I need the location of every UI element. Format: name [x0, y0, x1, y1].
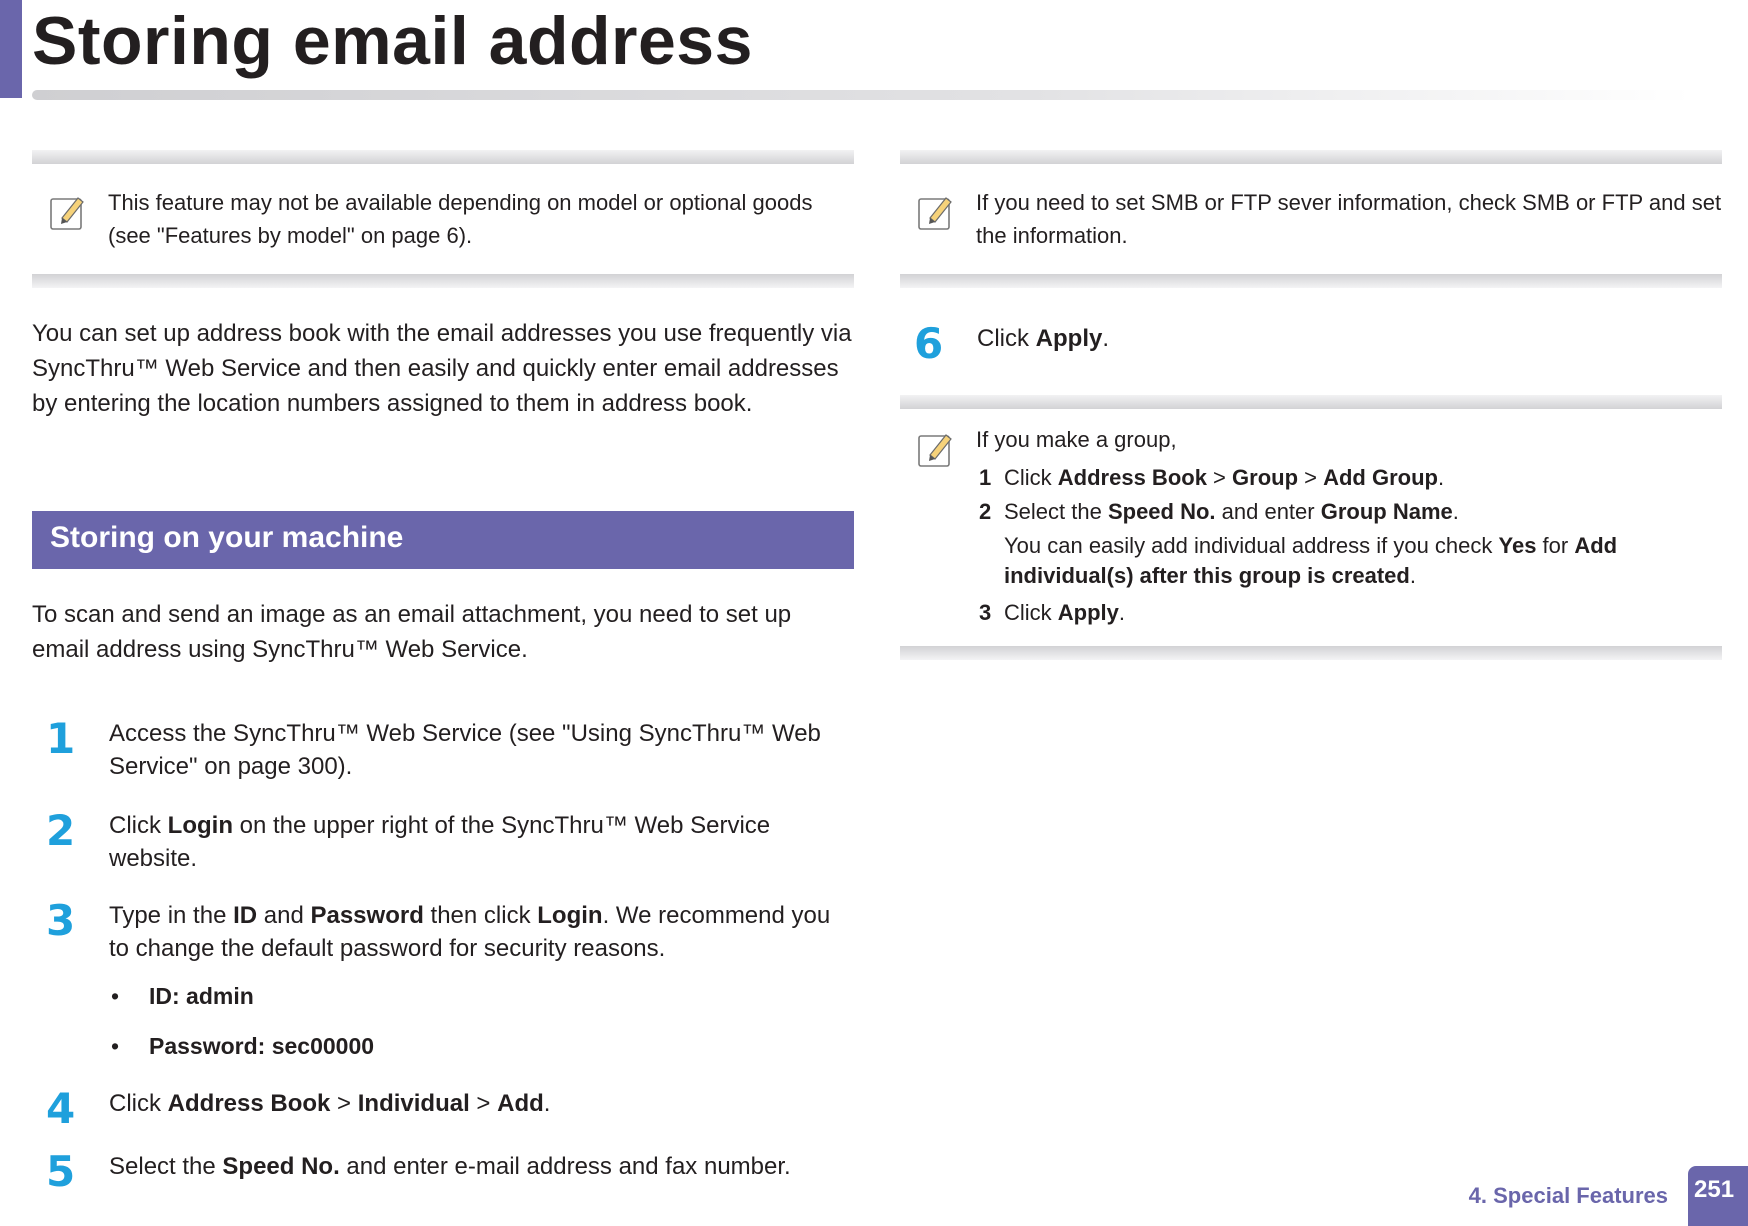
- pencil-note-icon: [916, 192, 956, 232]
- note-text: This feature may not be available depending on model or optional goods (see "Features by model" on page 6).: [108, 190, 813, 248]
- section-intro: To scan and send an image as an email attachment, you need to set up email address using SyncThru™ Web Service.: [32, 601, 792, 663]
- left-column: [32, 150, 854, 1196]
- right-column: [900, 150, 1722, 660]
- step-1: 1 Access the SyncThru™ Web Service (see "Using SyncThru™ Web Service" on page 300).: [46, 714, 821, 780]
- step-number: 6: [914, 319, 944, 368]
- title-rule: [32, 90, 1692, 100]
- group-step-3: 3 Click Apply.: [979, 600, 1126, 625]
- step-number: 4: [46, 1084, 76, 1133]
- step-number: 1: [46, 714, 76, 763]
- note-box: [32, 150, 854, 288]
- page-title: Storing email address: [32, 3, 753, 79]
- step-list: [32, 714, 854, 1196]
- group-step-1: 1 Click Address Book > Group > Add Group.: [979, 465, 1445, 490]
- chapter-label: 4. Special Features: [1468, 1183, 1668, 1208]
- step-5: 5 Select the Speed No. and enter e-mail address and fax number.: [46, 1147, 791, 1196]
- credential-list: [109, 979, 854, 1063]
- step-number: 5: [46, 1147, 76, 1196]
- intro-paragraph: You can set up address book with the email addresses you use frequently via SyncThru™ Web Service and then easily and quickly enter email addresses by entering the location numbers assigned to them in address book.: [32, 320, 852, 417]
- note-text: If you need to set SMB or FTP sever information, check SMB or FTP and set the information.: [976, 190, 1722, 248]
- pencil-note-icon: [48, 192, 88, 232]
- title-accent-bar: [0, 0, 22, 98]
- step-6: 6 Click Apply.: [914, 319, 1110, 368]
- bullet-password: • Password: sec00000: [109, 1029, 854, 1063]
- group-step-2-detail: You can easily add individual address if you check Yes for Add individual(s) after this group is created.: [1004, 533, 1618, 588]
- step-number: 2: [46, 806, 76, 855]
- note-intro: If you make a group,: [976, 427, 1177, 452]
- bullet-id: • ID: admin: [109, 979, 854, 1013]
- section-heading: Storing on your machine: [32, 511, 854, 569]
- note-box-group: [900, 395, 1722, 660]
- step-2: 2 Click Login on the upper right of the SyncThru™ Web Service website.: [46, 806, 771, 872]
- note-box-smb: [900, 150, 1722, 288]
- step-3: 3 Type in the ID and Password then click Login. We recommend you to change the default password for security reasons. • ID: admin • Password: sec00000: [32, 899, 854, 1063]
- group-steps: [976, 462, 1722, 628]
- step-4: 4 Click Address Book > Individual > Add.: [46, 1084, 551, 1133]
- step-number: 3: [46, 896, 76, 945]
- page-number: 251: [1688, 1166, 1748, 1226]
- group-step-2: 2 Select the Speed No. and enter Group Name.: [979, 499, 1459, 524]
- pencil-note-icon: [916, 429, 956, 469]
